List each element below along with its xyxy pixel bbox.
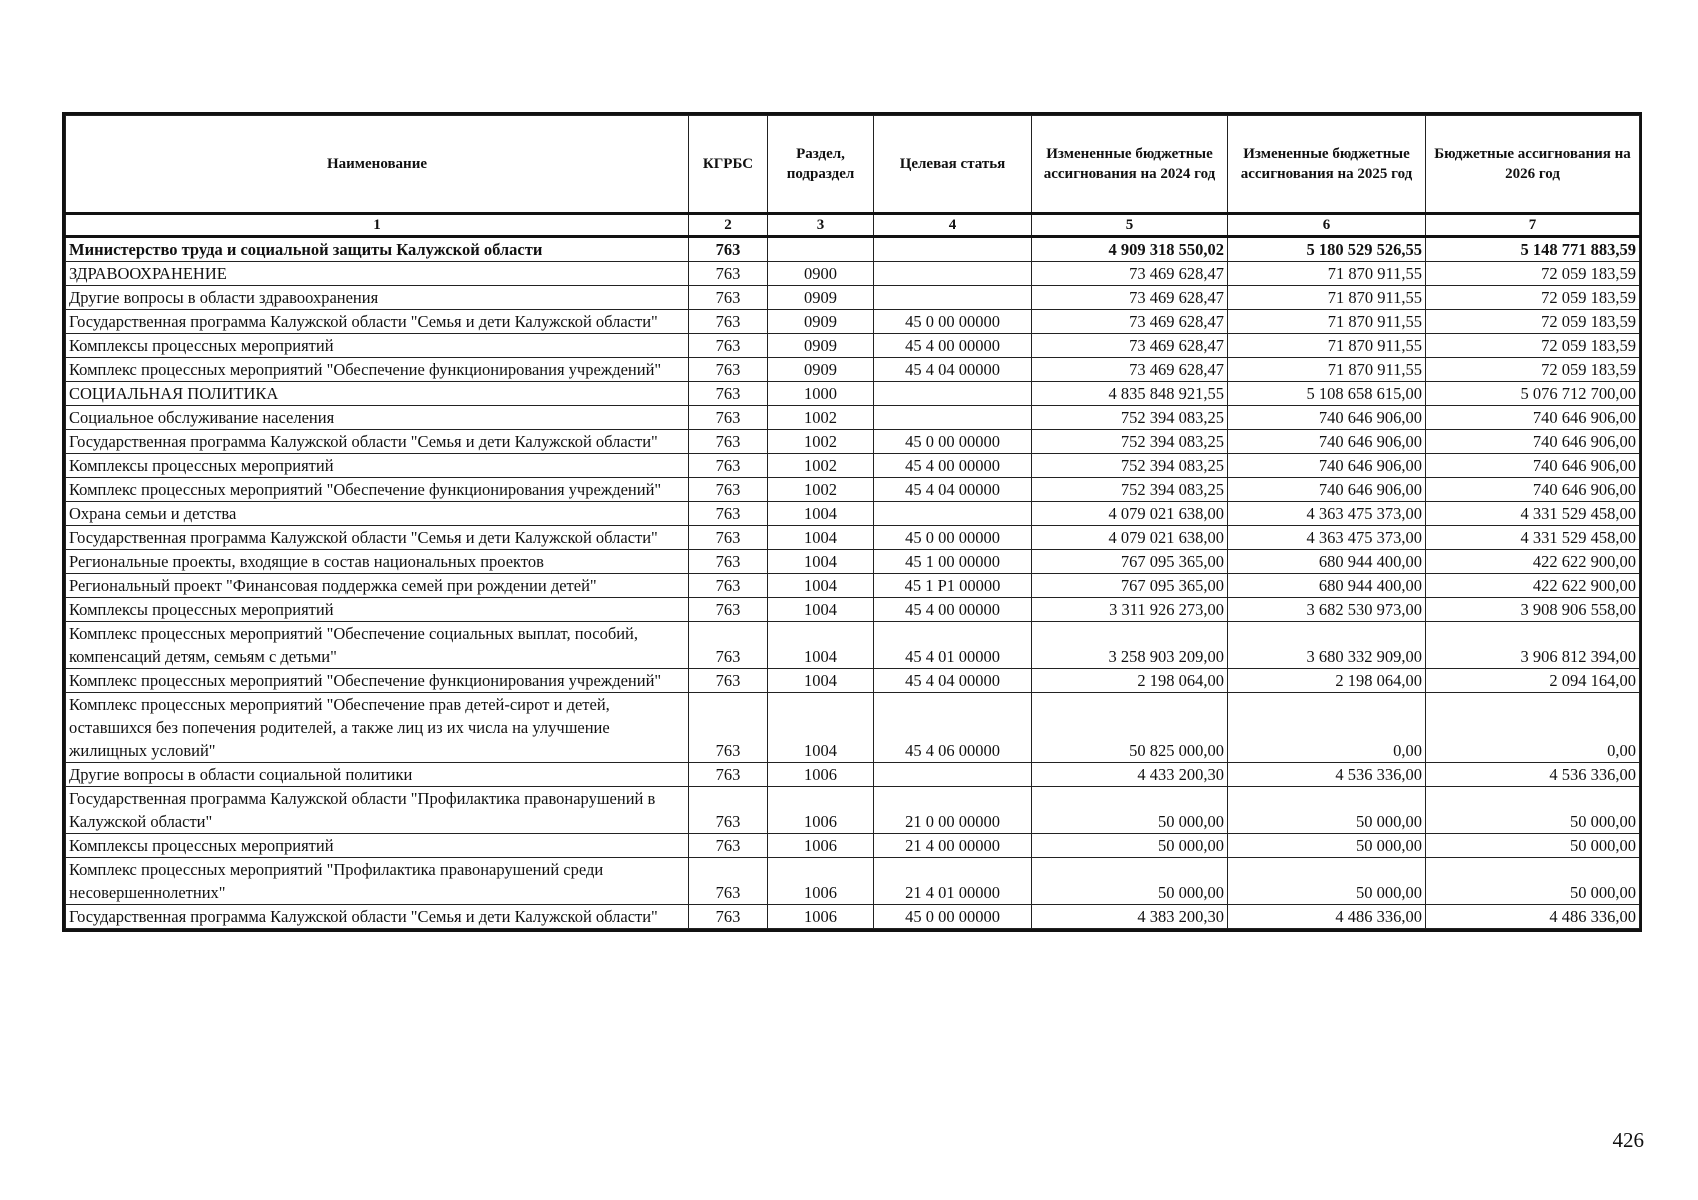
cell-name: Другие вопросы в области социальной политики bbox=[66, 763, 689, 787]
header-row bbox=[66, 116, 1640, 214]
cell-target-article: 45 0 00 00000 bbox=[874, 905, 1032, 929]
cell-name: Министерство труда и социальной защиты Калужской области bbox=[66, 237, 689, 262]
cell-kgrbs: 763 bbox=[689, 526, 768, 550]
cell-kgrbs: 763 bbox=[689, 574, 768, 598]
budget-table bbox=[65, 115, 1640, 929]
cell-razdel: 1002 bbox=[768, 406, 874, 430]
header-name: Наименование bbox=[66, 116, 689, 214]
budget-table-frame bbox=[62, 112, 1642, 932]
cell-target-article: 21 4 01 00000 bbox=[874, 858, 1032, 905]
cell-kgrbs: 763 bbox=[689, 905, 768, 929]
cell-amount-2025: 71 870 911,55 bbox=[1228, 310, 1426, 334]
cell-razdel: 1004 bbox=[768, 574, 874, 598]
cell-kgrbs: 763 bbox=[689, 669, 768, 693]
cell-amount-2025: 4 486 336,00 bbox=[1228, 905, 1426, 929]
cell-amount-2026: 740 646 906,00 bbox=[1426, 406, 1640, 430]
cell-amount-2025: 740 646 906,00 bbox=[1228, 478, 1426, 502]
table-row bbox=[66, 334, 1640, 358]
cell-kgrbs: 763 bbox=[689, 502, 768, 526]
cell-amount-2025: 50 000,00 bbox=[1228, 834, 1426, 858]
cell-amount-2024: 50 825 000,00 bbox=[1032, 693, 1228, 763]
cell-name: Государственная программа Калужской области "Семья и дети Калужской области" bbox=[66, 430, 689, 454]
cell-kgrbs: 763 bbox=[689, 358, 768, 382]
cell-amount-2024: 50 000,00 bbox=[1032, 787, 1228, 834]
cell-target-article: 45 4 00 00000 bbox=[874, 454, 1032, 478]
cell-kgrbs: 763 bbox=[689, 310, 768, 334]
cell-razdel: 1002 bbox=[768, 478, 874, 502]
table-row bbox=[66, 598, 1640, 622]
cell-target-article bbox=[874, 262, 1032, 286]
column-number: 1 bbox=[66, 214, 689, 237]
cell-amount-2025: 3 682 530 973,00 bbox=[1228, 598, 1426, 622]
cell-name: Государственная программа Калужской области "Семья и дети Калужской области" bbox=[66, 905, 689, 929]
header-razdel: Раздел, подраздел bbox=[768, 116, 874, 214]
cell-kgrbs: 763 bbox=[689, 406, 768, 430]
column-number-row bbox=[66, 214, 1640, 237]
cell-amount-2024: 73 469 628,47 bbox=[1032, 358, 1228, 382]
cell-kgrbs: 763 bbox=[689, 598, 768, 622]
column-number: 3 bbox=[768, 214, 874, 237]
cell-amount-2026: 3 906 812 394,00 bbox=[1426, 622, 1640, 669]
cell-razdel: 0909 bbox=[768, 334, 874, 358]
cell-target-article: 45 4 04 00000 bbox=[874, 669, 1032, 693]
cell-name: Региональный проект "Финансовая поддержка семей при рождении детей" bbox=[66, 574, 689, 598]
cell-amount-2025: 5 180 529 526,55 bbox=[1228, 237, 1426, 262]
cell-amount-2025: 71 870 911,55 bbox=[1228, 262, 1426, 286]
table-row bbox=[66, 526, 1640, 550]
cell-amount-2025: 740 646 906,00 bbox=[1228, 406, 1426, 430]
cell-kgrbs: 763 bbox=[689, 478, 768, 502]
cell-razdel: 1006 bbox=[768, 787, 874, 834]
cell-amount-2026: 72 059 183,59 bbox=[1426, 334, 1640, 358]
cell-amount-2025: 740 646 906,00 bbox=[1228, 430, 1426, 454]
cell-amount-2026: 72 059 183,59 bbox=[1426, 310, 1640, 334]
cell-amount-2024: 73 469 628,47 bbox=[1032, 310, 1228, 334]
table-row bbox=[66, 382, 1640, 406]
cell-amount-2024: 767 095 365,00 bbox=[1032, 550, 1228, 574]
cell-name: Социальное обслуживание населения bbox=[66, 406, 689, 430]
column-number: 4 bbox=[874, 214, 1032, 237]
cell-amount-2026: 5 076 712 700,00 bbox=[1426, 382, 1640, 406]
cell-amount-2024: 73 469 628,47 bbox=[1032, 262, 1228, 286]
cell-amount-2025: 71 870 911,55 bbox=[1228, 286, 1426, 310]
cell-kgrbs: 763 bbox=[689, 286, 768, 310]
cell-target-article: 45 1 00 00000 bbox=[874, 550, 1032, 574]
cell-amount-2025: 680 944 400,00 bbox=[1228, 550, 1426, 574]
header-2024: Измененные бюджетные ассигнования на 2024 год bbox=[1032, 116, 1228, 214]
cell-name: Региональные проекты, входящие в состав национальных проектов bbox=[66, 550, 689, 574]
header-target-article: Целевая статья bbox=[874, 116, 1032, 214]
cell-amount-2026: 72 059 183,59 bbox=[1426, 286, 1640, 310]
table-row bbox=[66, 669, 1640, 693]
cell-target-article: 45 0 00 00000 bbox=[874, 430, 1032, 454]
cell-amount-2025: 3 680 332 909,00 bbox=[1228, 622, 1426, 669]
cell-target-article: 45 0 00 00000 bbox=[874, 526, 1032, 550]
cell-razdel: 1006 bbox=[768, 834, 874, 858]
cell-target-article: 45 4 04 00000 bbox=[874, 358, 1032, 382]
table-row bbox=[66, 406, 1640, 430]
table-row bbox=[66, 478, 1640, 502]
cell-name: Комплекс процессных мероприятий "Обеспечение функционирования учреждений" bbox=[66, 669, 689, 693]
cell-kgrbs: 763 bbox=[689, 834, 768, 858]
cell-name: Комплекс процессных мероприятий "Профилактика правонарушений среди несовершеннолетних" bbox=[66, 858, 689, 905]
cell-razdel: 1002 bbox=[768, 430, 874, 454]
cell-razdel: 1004 bbox=[768, 502, 874, 526]
cell-kgrbs: 763 bbox=[689, 237, 768, 262]
cell-razdel: 1004 bbox=[768, 693, 874, 763]
column-number: 7 bbox=[1426, 214, 1640, 237]
cell-kgrbs: 763 bbox=[689, 454, 768, 478]
cell-amount-2024: 767 095 365,00 bbox=[1032, 574, 1228, 598]
column-number: 6 bbox=[1228, 214, 1426, 237]
cell-amount-2024: 4 383 200,30 bbox=[1032, 905, 1228, 929]
cell-name: Комплексы процессных мероприятий bbox=[66, 598, 689, 622]
cell-amount-2024: 4 909 318 550,02 bbox=[1032, 237, 1228, 262]
table-row bbox=[66, 763, 1640, 787]
cell-target-article: 21 0 00 00000 bbox=[874, 787, 1032, 834]
cell-amount-2024: 4 079 021 638,00 bbox=[1032, 502, 1228, 526]
cell-amount-2026: 4 331 529 458,00 bbox=[1426, 502, 1640, 526]
cell-amount-2025: 740 646 906,00 bbox=[1228, 454, 1426, 478]
cell-name: Государственная программа Калужской области "Семья и дети Калужской области" bbox=[66, 310, 689, 334]
table-row bbox=[66, 622, 1640, 669]
cell-amount-2024: 3 311 926 273,00 bbox=[1032, 598, 1228, 622]
cell-name: СОЦИАЛЬНАЯ ПОЛИТИКА bbox=[66, 382, 689, 406]
cell-razdel: 1000 bbox=[768, 382, 874, 406]
cell-name: Охрана семьи и детства bbox=[66, 502, 689, 526]
cell-kgrbs: 763 bbox=[689, 763, 768, 787]
cell-amount-2024: 73 469 628,47 bbox=[1032, 334, 1228, 358]
cell-kgrbs: 763 bbox=[689, 693, 768, 763]
table-row bbox=[66, 454, 1640, 478]
cell-razdel: 1004 bbox=[768, 526, 874, 550]
cell-amount-2024: 2 198 064,00 bbox=[1032, 669, 1228, 693]
table-row bbox=[66, 430, 1640, 454]
cell-amount-2026: 740 646 906,00 bbox=[1426, 478, 1640, 502]
cell-amount-2024: 4 433 200,30 bbox=[1032, 763, 1228, 787]
cell-target-article bbox=[874, 382, 1032, 406]
cell-amount-2024: 752 394 083,25 bbox=[1032, 406, 1228, 430]
cell-amount-2026: 0,00 bbox=[1426, 693, 1640, 763]
cell-kgrbs: 763 bbox=[689, 382, 768, 406]
table-row bbox=[66, 858, 1640, 905]
header-2025: Измененные бюджетные ассигнования на 2025 год bbox=[1228, 116, 1426, 214]
cell-name: Комплексы процессных мероприятий bbox=[66, 454, 689, 478]
cell-amount-2026: 72 059 183,59 bbox=[1426, 262, 1640, 286]
cell-target-article bbox=[874, 502, 1032, 526]
cell-amount-2026: 50 000,00 bbox=[1426, 787, 1640, 834]
cell-name: Комплекс процессных мероприятий "Обеспечение прав детей-сирот и детей, оставшихся без попечения родителей, а также лиц из их числа на улучшение жилищных условий" bbox=[66, 693, 689, 763]
table-row bbox=[66, 574, 1640, 598]
cell-kgrbs: 763 bbox=[689, 430, 768, 454]
table-row bbox=[66, 693, 1640, 763]
cell-amount-2026: 422 622 900,00 bbox=[1426, 550, 1640, 574]
cell-target-article: 45 4 04 00000 bbox=[874, 478, 1032, 502]
cell-amount-2026: 3 908 906 558,00 bbox=[1426, 598, 1640, 622]
table-row bbox=[66, 787, 1640, 834]
cell-name: Комплекс процессных мероприятий "Обеспечение социальных выплат, пособий, компенсаций детям, семьям с детьми" bbox=[66, 622, 689, 669]
cell-amount-2024: 752 394 083,25 bbox=[1032, 454, 1228, 478]
cell-amount-2024: 4 835 848 921,55 bbox=[1032, 382, 1228, 406]
table-row bbox=[66, 905, 1640, 929]
cell-amount-2025: 4 363 475 373,00 bbox=[1228, 526, 1426, 550]
table-row bbox=[66, 358, 1640, 382]
cell-amount-2024: 752 394 083,25 bbox=[1032, 478, 1228, 502]
column-number: 5 bbox=[1032, 214, 1228, 237]
cell-razdel: 0900 bbox=[768, 262, 874, 286]
cell-amount-2026: 2 094 164,00 bbox=[1426, 669, 1640, 693]
cell-amount-2025: 71 870 911,55 bbox=[1228, 334, 1426, 358]
cell-amount-2025: 5 108 658 615,00 bbox=[1228, 382, 1426, 406]
cell-amount-2025: 4 536 336,00 bbox=[1228, 763, 1426, 787]
cell-amount-2025: 50 000,00 bbox=[1228, 787, 1426, 834]
table-body bbox=[66, 214, 1640, 929]
cell-name: Государственная программа Калужской области "Семья и дети Калужской области" bbox=[66, 526, 689, 550]
cell-kgrbs: 763 bbox=[689, 334, 768, 358]
header-kgrbs: КГРБС bbox=[689, 116, 768, 214]
cell-amount-2025: 4 363 475 373,00 bbox=[1228, 502, 1426, 526]
cell-amount-2024: 50 000,00 bbox=[1032, 834, 1228, 858]
cell-name: Государственная программа Калужской области "Профилактика правонарушений в Калужской области" bbox=[66, 787, 689, 834]
table-row bbox=[66, 550, 1640, 574]
cell-amount-2025: 71 870 911,55 bbox=[1228, 358, 1426, 382]
cell-razdel bbox=[768, 237, 874, 262]
cell-amount-2026: 50 000,00 bbox=[1426, 858, 1640, 905]
cell-target-article: 45 0 00 00000 bbox=[874, 310, 1032, 334]
cell-amount-2024: 50 000,00 bbox=[1032, 858, 1228, 905]
cell-amount-2025: 0,00 bbox=[1228, 693, 1426, 763]
cell-razdel: 1006 bbox=[768, 905, 874, 929]
cell-amount-2024: 73 469 628,47 bbox=[1032, 286, 1228, 310]
header-2026: Бюджетные ассигнования на 2026 год bbox=[1426, 116, 1640, 214]
cell-amount-2025: 680 944 400,00 bbox=[1228, 574, 1426, 598]
cell-target-article: 45 4 01 00000 bbox=[874, 622, 1032, 669]
cell-target-article: 21 4 00 00000 bbox=[874, 834, 1032, 858]
cell-kgrbs: 763 bbox=[689, 622, 768, 669]
page-number: 426 bbox=[1612, 1128, 1644, 1152]
cell-amount-2026: 4 331 529 458,00 bbox=[1426, 526, 1640, 550]
table-row bbox=[66, 834, 1640, 858]
cell-amount-2024: 3 258 903 209,00 bbox=[1032, 622, 1228, 669]
cell-razdel: 0909 bbox=[768, 310, 874, 334]
cell-amount-2026: 740 646 906,00 bbox=[1426, 454, 1640, 478]
cell-name: ЗДРАВООХРАНЕНИЕ bbox=[66, 262, 689, 286]
table-row bbox=[66, 502, 1640, 526]
table-row bbox=[66, 237, 1640, 262]
cell-razdel: 1002 bbox=[768, 454, 874, 478]
cell-name: Комплекс процессных мероприятий "Обеспечение функционирования учреждений" bbox=[66, 478, 689, 502]
cell-razdel: 1006 bbox=[768, 763, 874, 787]
cell-amount-2025: 50 000,00 bbox=[1228, 858, 1426, 905]
cell-razdel: 1004 bbox=[768, 550, 874, 574]
cell-amount-2024: 752 394 083,25 bbox=[1032, 430, 1228, 454]
cell-target-article bbox=[874, 237, 1032, 262]
cell-amount-2024: 4 079 021 638,00 bbox=[1032, 526, 1228, 550]
cell-target-article bbox=[874, 286, 1032, 310]
cell-target-article: 45 1 P1 00000 bbox=[874, 574, 1032, 598]
cell-razdel: 1004 bbox=[768, 669, 874, 693]
cell-target-article: 45 4 00 00000 bbox=[874, 598, 1032, 622]
column-number: 2 bbox=[689, 214, 768, 237]
cell-amount-2026: 4 536 336,00 bbox=[1426, 763, 1640, 787]
cell-target-article bbox=[874, 763, 1032, 787]
cell-amount-2026: 5 148 771 883,59 bbox=[1426, 237, 1640, 262]
cell-razdel: 1004 bbox=[768, 598, 874, 622]
cell-kgrbs: 763 bbox=[689, 858, 768, 905]
cell-razdel: 1004 bbox=[768, 622, 874, 669]
cell-amount-2026: 740 646 906,00 bbox=[1426, 430, 1640, 454]
cell-razdel: 1006 bbox=[768, 858, 874, 905]
cell-kgrbs: 763 bbox=[689, 262, 768, 286]
cell-target-article bbox=[874, 406, 1032, 430]
cell-kgrbs: 763 bbox=[689, 787, 768, 834]
table-row bbox=[66, 286, 1640, 310]
cell-amount-2026: 4 486 336,00 bbox=[1426, 905, 1640, 929]
cell-name: Комплексы процессных мероприятий bbox=[66, 334, 689, 358]
cell-amount-2026: 72 059 183,59 bbox=[1426, 358, 1640, 382]
cell-target-article: 45 4 00 00000 bbox=[874, 334, 1032, 358]
cell-amount-2026: 422 622 900,00 bbox=[1426, 574, 1640, 598]
cell-amount-2025: 2 198 064,00 bbox=[1228, 669, 1426, 693]
cell-razdel: 0909 bbox=[768, 358, 874, 382]
cell-name: Комплекс процессных мероприятий "Обеспечение функционирования учреждений" bbox=[66, 358, 689, 382]
cell-target-article: 45 4 06 00000 bbox=[874, 693, 1032, 763]
cell-name: Комплексы процессных мероприятий bbox=[66, 834, 689, 858]
cell-amount-2026: 50 000,00 bbox=[1426, 834, 1640, 858]
cell-razdel: 0909 bbox=[768, 286, 874, 310]
cell-kgrbs: 763 bbox=[689, 550, 768, 574]
table-row bbox=[66, 310, 1640, 334]
table-row bbox=[66, 262, 1640, 286]
cell-name: Другие вопросы в области здравоохранения bbox=[66, 286, 689, 310]
